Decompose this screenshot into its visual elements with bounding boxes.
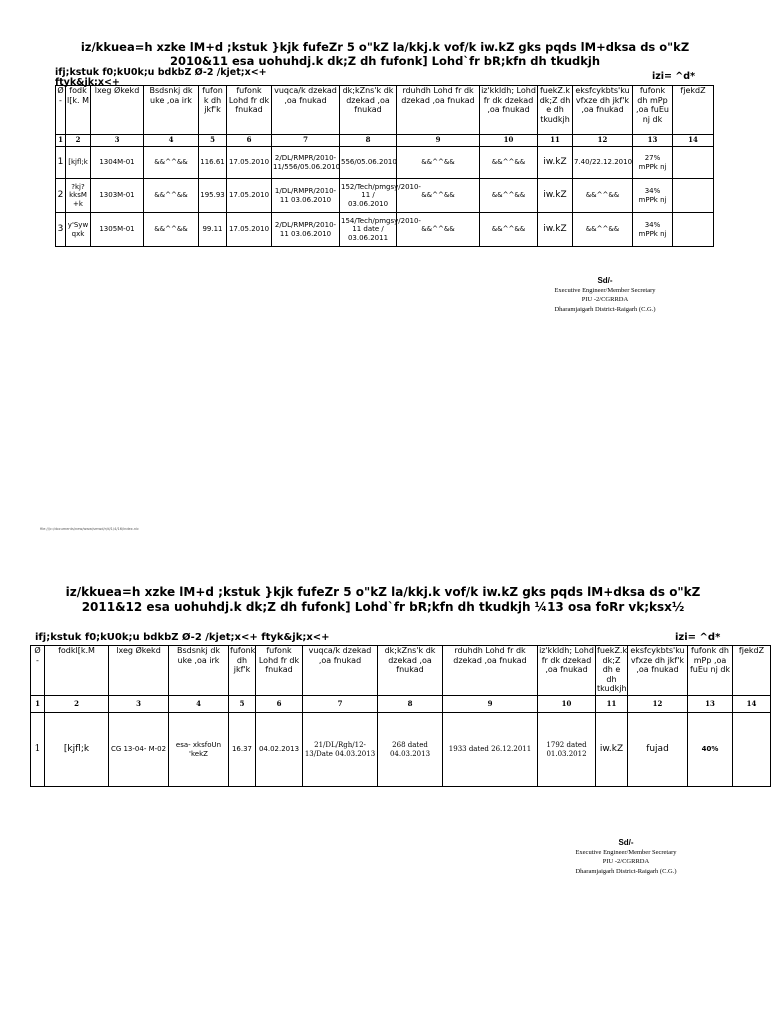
signature-location: Dharamjaigarh District-Raigarh (C.G.): [575, 867, 677, 875]
cell: 1933 dated 26.12.2011: [443, 713, 538, 787]
signature-office: PIU -2/CGRRDA: [581, 296, 629, 303]
column-number: 12: [573, 135, 633, 147]
column-number: 12: [628, 696, 688, 713]
column-number: 3: [91, 135, 144, 147]
header-cell: eksfcykbts'ku vfxze dh jkf'k ,oa fnukad: [573, 86, 633, 135]
cell: iw.kZ: [538, 147, 573, 179]
header-cell: Ø -: [31, 646, 45, 696]
cell: iw.kZ: [538, 179, 573, 213]
header-cell: fufonk dh mPp ,oa fuEu nj dk: [633, 86, 673, 135]
table-row: [56, 179, 714, 213]
page1-title: iz/kkuea=h xzke lM+d ;kstuk }kjk fufeZr 5 o"kZ la/kkj.k vof/k iw.kZ gks pqds lM+dksa ds o"kZ 2010&11 esa uohuhdj.k dk;Z dh fufonk] Lohd`fr bR;kfn dh tkudkjh: [80, 40, 690, 68]
page1-form-label: izi= ^d*: [652, 71, 696, 82]
header-cell: lxeg Økekd: [109, 646, 169, 696]
cell: 21/DL/Rgh/12-13/Date 04.03.2013: [303, 713, 378, 787]
cell: 1792 dated 01.03.2012: [538, 713, 596, 787]
cell: &&^^&&: [144, 147, 199, 179]
cell: &&^^&&: [480, 179, 538, 213]
cell: &&^^&&: [144, 179, 199, 213]
cell: [673, 147, 714, 179]
cell: iw.kZ: [596, 713, 628, 787]
header-cell: fjekdZ: [733, 646, 771, 696]
cell: 1: [56, 147, 66, 179]
cell: ?kj?kksM +k: [66, 179, 91, 213]
cell: 16.37: [229, 713, 256, 787]
header-cell: fuekZ.k dk;Z dh e dh tkudkjh: [596, 646, 628, 696]
cell: [733, 713, 771, 787]
signature-office: PIU -2/CGRRDA: [602, 858, 650, 865]
cell: esa- xksfoUn 'kekZ: [169, 713, 229, 787]
column-number: 10: [538, 696, 596, 713]
cell: 17.05.2010: [227, 213, 272, 247]
cell: 34% mPPk nj: [633, 213, 673, 247]
header-cell: lxeg Økekd: [91, 86, 144, 135]
page1-footer-url: file:///c:/documents/new/www/smwd/r/d/1/4/16/index.nic: [40, 527, 139, 531]
column-number: 9: [397, 135, 480, 147]
cell: fujad: [628, 713, 688, 787]
header-cell: fodkl[k.M: [45, 646, 109, 696]
cell: 27% mPPk nj: [633, 147, 673, 179]
cell: 40%: [688, 713, 733, 787]
cell: [673, 213, 714, 247]
header-cell: dk;kZns'k dk dzekad ,oa fnukad: [340, 86, 397, 135]
header-cell: fufon k dh jkf'k: [199, 86, 227, 135]
column-number: 1: [31, 696, 45, 713]
cell: &&^^&&: [573, 213, 633, 247]
cell: 2: [56, 179, 66, 213]
cell: [kjfl;k: [66, 147, 91, 179]
cell: 556/05.06.2010: [340, 147, 397, 179]
header-cell: vuqca/k dzekad ,oa fnukad: [272, 86, 340, 135]
signature-sd: Sd/-: [618, 838, 634, 847]
cell: 7.40/22.12.2010: [573, 147, 633, 179]
cell: 3: [56, 213, 66, 247]
cell: 34% mPPk nj: [633, 179, 673, 213]
cell: [kjfl;k: [45, 713, 109, 787]
header-cell: iz'kkldh; Lohd fr dk dzekad ,oa fnukad: [480, 86, 538, 135]
column-number: 2: [45, 696, 109, 713]
column-number-row: [31, 696, 771, 713]
column-number: 8: [340, 135, 397, 147]
signature-location: Dharamjaigarh District-Raigarh (C.G.): [554, 305, 656, 313]
column-number: 4: [169, 696, 229, 713]
header-cell: dk;kZns'k dk dzekad ,oa fnukad: [378, 646, 443, 696]
column-number: 9: [443, 696, 538, 713]
column-number: 6: [227, 135, 272, 147]
column-number-row: [56, 135, 714, 147]
page1-subtitle: ifj;kstuk f0;kU0k;u bdkbZ Ø-2 /kjet;x<+ ftyk&jk;x<+: [55, 67, 267, 88]
page2-subtitle: ifj;kstuk f0;kU0k;u bdkbZ Ø-2 /kjet;x<+ ftyk&jk;x<+: [35, 632, 330, 643]
cell: 2/DL/RMPR/2010-11 03.06.2010: [272, 213, 340, 247]
cell: 195.93: [199, 179, 227, 213]
header-cell: iz'kkldh; Lohd fr dk dzekad ,oa fnukad: [538, 646, 596, 696]
page2-signature: [556, 838, 696, 876]
header-cell: rduhdh Lohd fr dk dzekad ,oa fnukad: [397, 86, 480, 135]
cell: &&^^&&: [480, 147, 538, 179]
header-cell: eksfcykbts'ku vfxze dh jkf'k ,oa fnukad: [628, 646, 688, 696]
cell: y'Syw qxk: [66, 213, 91, 247]
cell: 1303M-01: [91, 179, 144, 213]
column-number: 3: [109, 696, 169, 713]
column-number: 10: [480, 135, 538, 147]
page2-title: iz/kkuea=h xzke lM+d ;kstuk }kjk fufeZr 5 o"kZ la/kkj.k vof/k iw.kZ gks pqds lM+dksa ds o"kZ 2011&12 esa uohuhdj.k dk;Z dh fufonk] Lohd`fr bR;kfn dh tkudkjh ¼13 osa foRr vk;ksx½: [65, 585, 701, 614]
column-number: 5: [229, 696, 256, 713]
table-header-row: [56, 86, 714, 135]
page2-table: [30, 645, 771, 787]
column-number: 6: [256, 696, 303, 713]
cell: &&^^&&: [480, 213, 538, 247]
table-row: [56, 213, 714, 247]
header-cell: fufonk Lohd fr dk fnukad: [227, 86, 272, 135]
cell: &&^^&&: [144, 213, 199, 247]
cell: [673, 179, 714, 213]
cell: iw.kZ: [538, 213, 573, 247]
header-cell: vuqca/k dzekad ,oa fnukad: [303, 646, 378, 696]
column-number: 11: [596, 696, 628, 713]
cell: 17.05.2010: [227, 147, 272, 179]
column-number: 13: [633, 135, 673, 147]
header-cell: fuekZ.k dk;Z dh e dh tkudkjh: [538, 86, 573, 135]
column-number: 4: [144, 135, 199, 147]
cell: 2/DL/RMPR/2010-11/556/05.06.2010: [272, 147, 340, 179]
header-cell: Bsdsnkj dk uke ,oa irk: [144, 86, 199, 135]
signature-designation: Executive Engineer/Member Secretary: [575, 848, 677, 856]
cell: &&^^&&: [397, 179, 480, 213]
column-number: 7: [272, 135, 340, 147]
cell: 1: [31, 713, 45, 787]
cell: CG 13-04- M-02: [109, 713, 169, 787]
signature-sd: Sd/-: [597, 276, 613, 285]
cell: 1304M-01: [91, 147, 144, 179]
page1-signature: [535, 276, 675, 314]
column-number: 8: [378, 696, 443, 713]
column-number: 1: [56, 135, 66, 147]
page1-table: [55, 85, 714, 247]
table-row: [56, 147, 714, 179]
column-number: 11: [538, 135, 573, 147]
cell: 1/DL/RMPR/2010-11 03.06.2010: [272, 179, 340, 213]
table-header-row: [31, 646, 771, 696]
header-cell: fjekdZ: [673, 86, 714, 135]
column-number: 7: [303, 696, 378, 713]
header-cell: fodk l[k. M: [66, 86, 91, 135]
header-cell: rduhdh Lohd fr dk dzekad ,oa fnukad: [443, 646, 538, 696]
header-cell: fufonk dh jkf'k: [229, 646, 256, 696]
cell: 116.61: [199, 147, 227, 179]
page2-form-label: izi= ^d*: [675, 632, 721, 643]
column-number: 13: [688, 696, 733, 713]
header-cell: Ø -: [56, 86, 66, 135]
cell: 17.05.2010: [227, 179, 272, 213]
column-number: 5: [199, 135, 227, 147]
cell: 1305M-01: [91, 213, 144, 247]
header-cell: fufonk dh mPp ,oa fuEu nj dk: [688, 646, 733, 696]
column-number: 2: [66, 135, 91, 147]
signature-designation: Executive Engineer/Member Secretary: [554, 286, 656, 294]
column-number: 14: [733, 696, 771, 713]
cell: 99.11: [199, 213, 227, 247]
cell: 154/Tech/pmgsy/2010-11 date / 03.06.2011: [340, 213, 397, 247]
table-row: [31, 713, 771, 787]
column-number: 14: [673, 135, 714, 147]
cell: 152/Tech/pmgsy/2010-11 / 03.06.2010: [340, 179, 397, 213]
cell: 268 dated 04.03.2013: [378, 713, 443, 787]
header-cell: fufonk Lohd fr dk fnukad: [256, 646, 303, 696]
cell: &&^^&&: [397, 213, 480, 247]
cell: 04.02.2013: [256, 713, 303, 787]
cell: &&^^&&: [397, 147, 480, 179]
header-cell: Bsdsnkj dk uke ,oa irk: [169, 646, 229, 696]
cell: &&^^&&: [573, 179, 633, 213]
